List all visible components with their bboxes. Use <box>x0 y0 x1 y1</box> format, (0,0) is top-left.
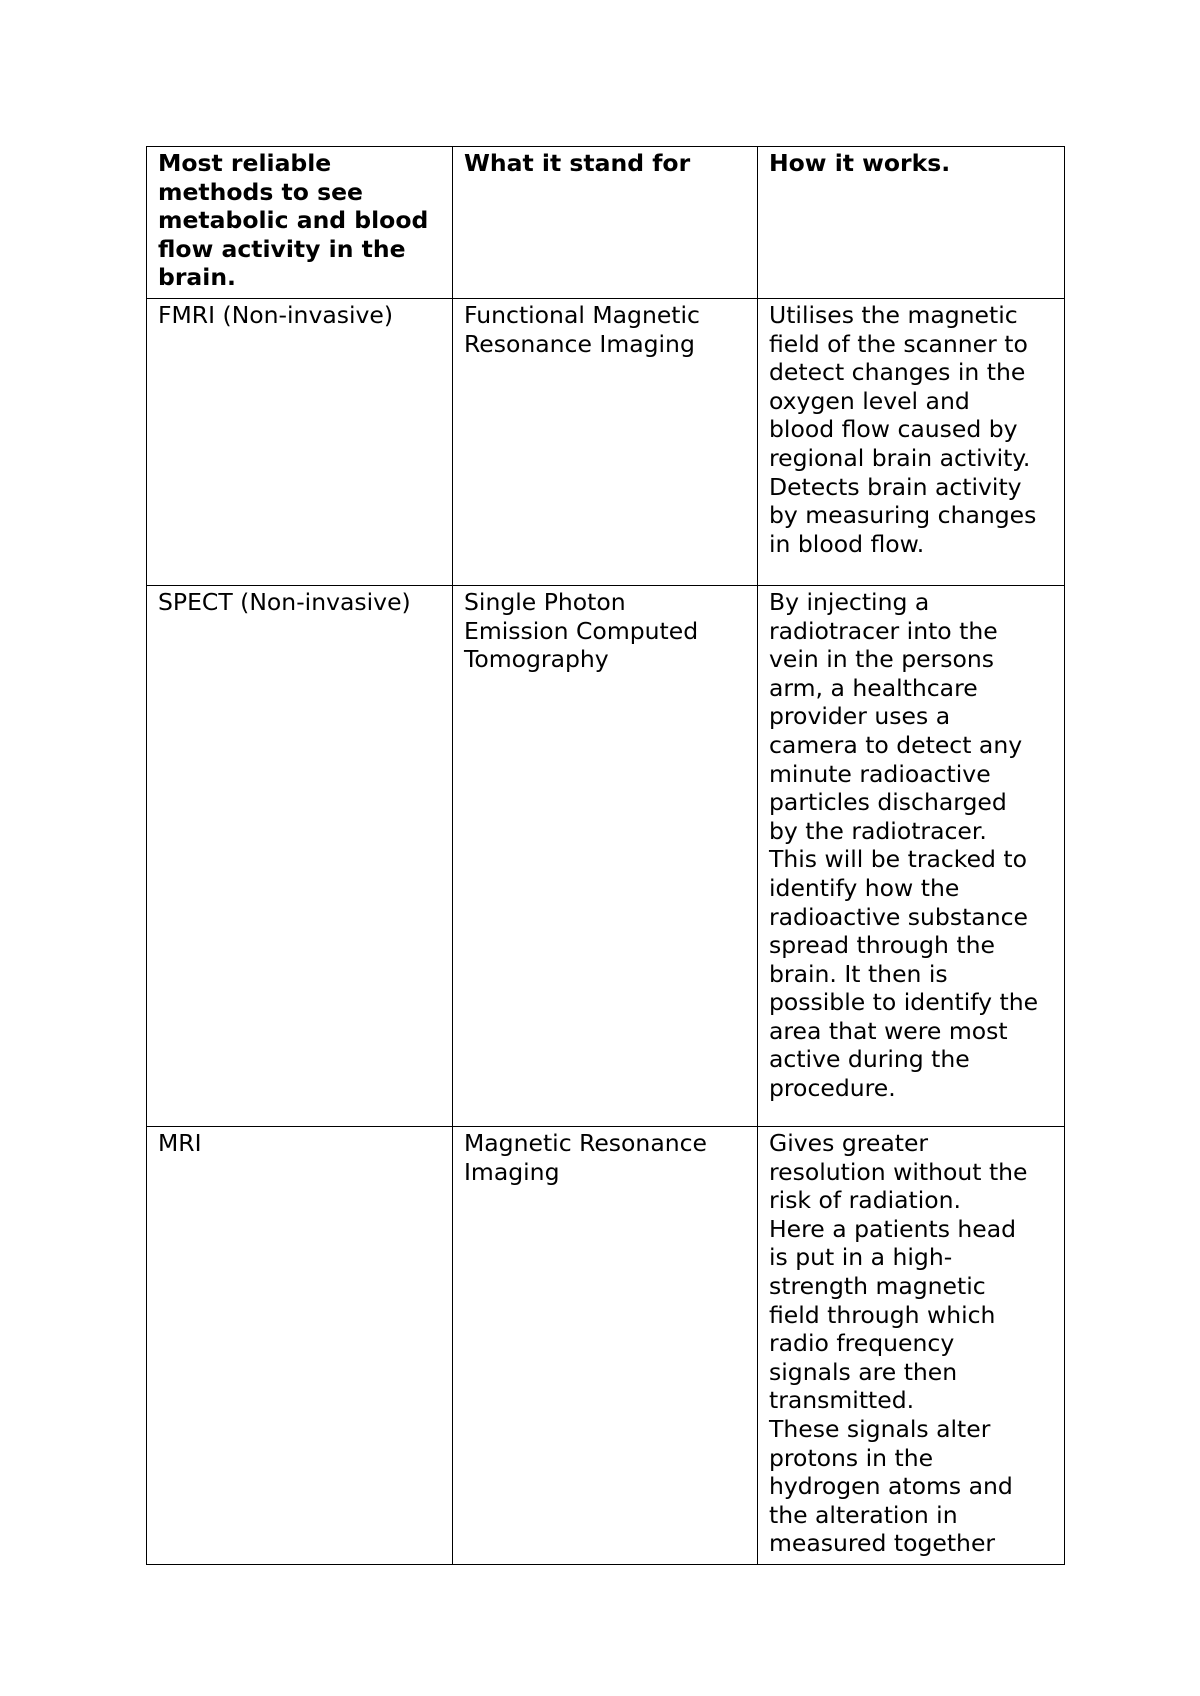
table-row-spect <box>147 585 1065 1126</box>
cell-line: resolution without the <box>769 1157 1028 1186</box>
cell-line: the alteration in <box>769 1500 958 1529</box>
header-stands-for-line: What it stand for <box>464 149 691 177</box>
cell-line: FMRI (Non-invasive) <box>158 300 394 329</box>
methods-table <box>146 146 1065 1565</box>
cell-line: protons in the <box>769 1443 934 1472</box>
header-how-it-works-line: How it works. <box>769 149 951 177</box>
cell-line: Imaging <box>464 1157 560 1186</box>
cell-how-it-works-fmri <box>758 298 1065 585</box>
cell-line: particles discharged <box>769 788 1007 817</box>
cell-line: regional brain activity. <box>769 443 1031 472</box>
table-row-mri <box>147 1126 1065 1564</box>
cell-line: radio frequency <box>769 1329 955 1358</box>
cell-line: by the radiotracer. <box>769 816 987 845</box>
cell-line: Emission Computed <box>464 616 699 645</box>
cell-stands-for-mri <box>453 1126 758 1564</box>
cell-line: Functional Magnetic <box>464 300 700 329</box>
cell-line: possible to identify the <box>769 988 1039 1017</box>
header-methods-line: flow activity in the <box>158 234 406 263</box>
cell-line: identify how the <box>769 873 960 902</box>
cell-line: is put in a high- <box>769 1243 953 1272</box>
cell-line: This will be tracked to <box>769 845 1028 874</box>
cell-line: signals are then <box>769 1357 958 1386</box>
cell-line: procedure. <box>769 1074 896 1103</box>
header-cell-how-it-works <box>758 147 1065 299</box>
table-row-fmri <box>147 298 1065 585</box>
cell-line: Detects brain activity <box>769 472 1022 501</box>
cell-line: risk of radiation. <box>769 1186 962 1215</box>
cell-line: SPECT (Non-invasive) <box>158 587 411 616</box>
cell-method-mri <box>147 1126 453 1564</box>
cell-line: Gives greater <box>769 1128 929 1157</box>
cell-stands-for-fmri <box>453 298 758 585</box>
cell-line: Single Photon <box>464 587 626 616</box>
header-methods-line: brain. <box>158 263 236 292</box>
cell-line: arm, a healthcare <box>769 673 978 702</box>
cell-line: minute radioactive <box>769 759 991 788</box>
cell-line: These signals alter <box>769 1414 991 1443</box>
cell-line: vein in the persons <box>769 645 994 674</box>
cell-line: spread through the <box>769 931 995 960</box>
cell-line: field through which <box>769 1300 996 1329</box>
cell-line: blood flow caused by <box>769 415 1018 444</box>
cell-line: area that were most <box>769 1016 1008 1045</box>
cell-method-spect <box>147 585 453 1126</box>
cell-line: Tomography <box>464 645 609 674</box>
cell-line: Resonance Imaging <box>464 329 695 358</box>
cell-line: by measuring changes <box>769 501 1037 530</box>
cell-how-it-works-mri <box>758 1126 1065 1564</box>
header-cell-stands-for <box>453 147 758 299</box>
cell-line: measured together <box>769 1529 996 1558</box>
header-methods-line: Most reliable <box>158 149 332 177</box>
cell-line: strength magnetic <box>769 1271 986 1300</box>
cell-line: Here a patients head <box>769 1214 1017 1243</box>
cell-line: hydrogen atoms and <box>769 1472 1013 1501</box>
cell-line: transmitted. <box>769 1386 915 1415</box>
cell-line: radioactive substance <box>769 902 1028 931</box>
cell-line: oxygen level and <box>769 386 970 415</box>
cell-stands-for-spect <box>453 585 758 1126</box>
header-methods-line: metabolic and blood <box>158 206 429 235</box>
cell-line: field of the scanner to <box>769 329 1028 358</box>
cell-line: provider uses a <box>769 702 951 731</box>
cell-line: MRI <box>158 1128 202 1157</box>
cell-line: Magnetic Resonance <box>464 1128 707 1157</box>
cell-line: radiotracer into the <box>769 616 998 645</box>
cell-line: detect changes in the <box>769 358 1026 387</box>
cell-line: brain. It then is <box>769 959 948 988</box>
cell-line: By injecting a <box>769 587 930 616</box>
table-header-row <box>147 147 1065 299</box>
cell-line: camera to detect any <box>769 730 1023 759</box>
header-methods-line: methods to see <box>158 177 363 206</box>
header-cell-methods <box>147 147 453 299</box>
cell-method-fmri <box>147 298 453 585</box>
cell-how-it-works-spect <box>758 585 1065 1126</box>
cell-line: Utilises the magnetic <box>769 300 1018 329</box>
cell-line: in blood flow. <box>769 529 925 558</box>
cell-line: active during the <box>769 1045 970 1074</box>
